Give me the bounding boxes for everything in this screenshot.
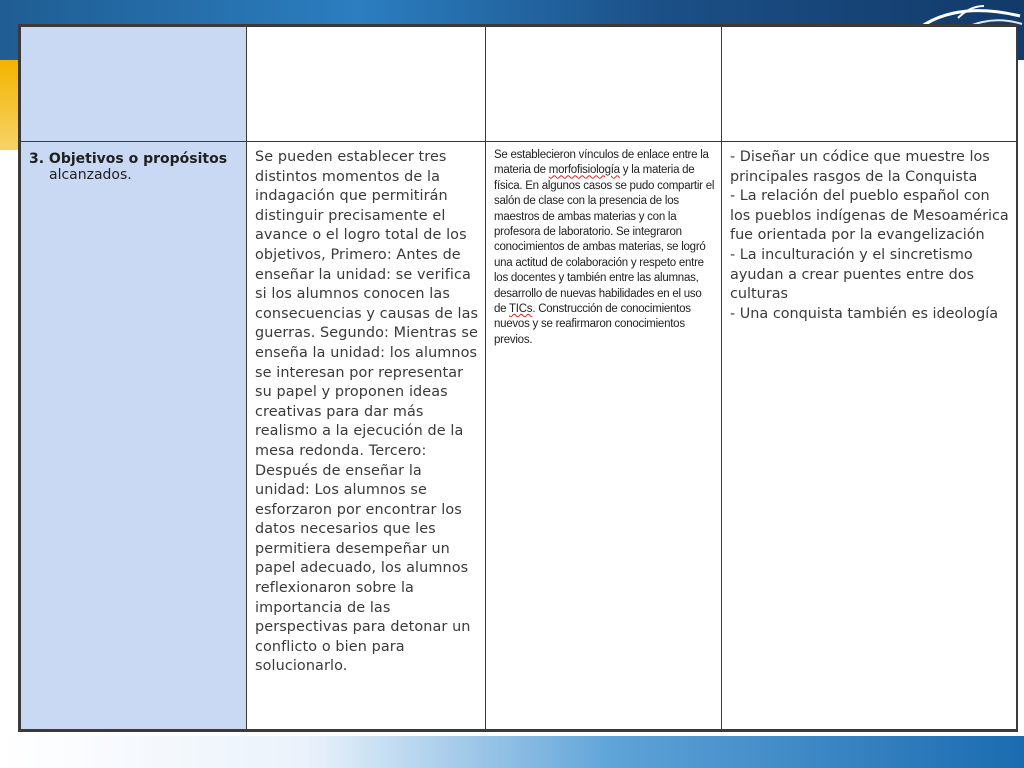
outcomes-list [730,148,1010,324]
row-label-cell [21,142,247,730]
row-label-title: 3. Objetivos o propósitos [29,151,228,167]
table-cell [486,142,722,730]
outcome-item: - Una conquista también es ideología [730,305,999,322]
table-cell [486,27,722,142]
misspelled-word: morfofisiología [548,164,620,177]
subject-links-text [494,148,715,348]
slide-footer-band [0,736,1024,768]
subject-links-part: y la materia de física. En algunos casos se pudo compartir el salón de clase con la presencia de los maestros de ambas materias y con la profesora de laboratorio. Se integraron conocimientos de ambas materias, se logró una actitud de colaboración y respeto entre los docentes y también entre las alumnas, desarrollo de nuevas habilidades en el uso de [494,164,715,316]
row-label-subtitle: alcanzados. [49,167,132,183]
objectives-table [20,26,1017,730]
table-cell [722,142,1017,730]
table-row [21,27,1017,142]
outcome-item: - Diseñar un códice que muestre los principales rasgos de la Conquista [730,149,990,185]
table-cell [247,27,486,142]
table-cell [247,142,486,730]
assessment-moments-text: Se pueden establecer tres distintos momentos de la indagación que permitirán distinguir precisamente el avance o el logro total de los objetivos, Primero: Antes de enseñar la unidad: se verifica si los alumnos conocen las consecuencias y causas de las guerras. Segundo: Mientras se enseña la unidad: los alumnos se interesan por representar su papel y proponen ideas creativas para dar más realismo a la ejecución de la mesa redonda. Tercero: Después de enseñar la unidad: Los alumnos se esforzaron por encontrar los datos necesarios que les permitiera desempeñar un papel adecuado, los alumnos reflexionaron sobre la importancia de las perspectivas para detonar un conflicto o bien para solucionarlo. [255,149,479,675]
table-cell [21,27,247,142]
outcome-item: - La inculturación y el sincretismo ayudan a crear puentes entre dos culturas [730,246,975,303]
document-frame [18,24,1018,732]
subject-links-part: . Construcción de conocimientos nuevos y se reafirmaron conocimientos previos. [494,303,691,346]
misspelled-word: TICs [509,303,533,316]
table-cell [722,27,1017,142]
outcome-item: - La relación del pueblo español con los pueblos indígenas de Mesoamérica fue orientada por la evangelización [730,188,1009,244]
subject-links-part: Se establecieron vínculos de enlace entre la materia de [494,149,709,177]
table-row [21,142,1017,730]
